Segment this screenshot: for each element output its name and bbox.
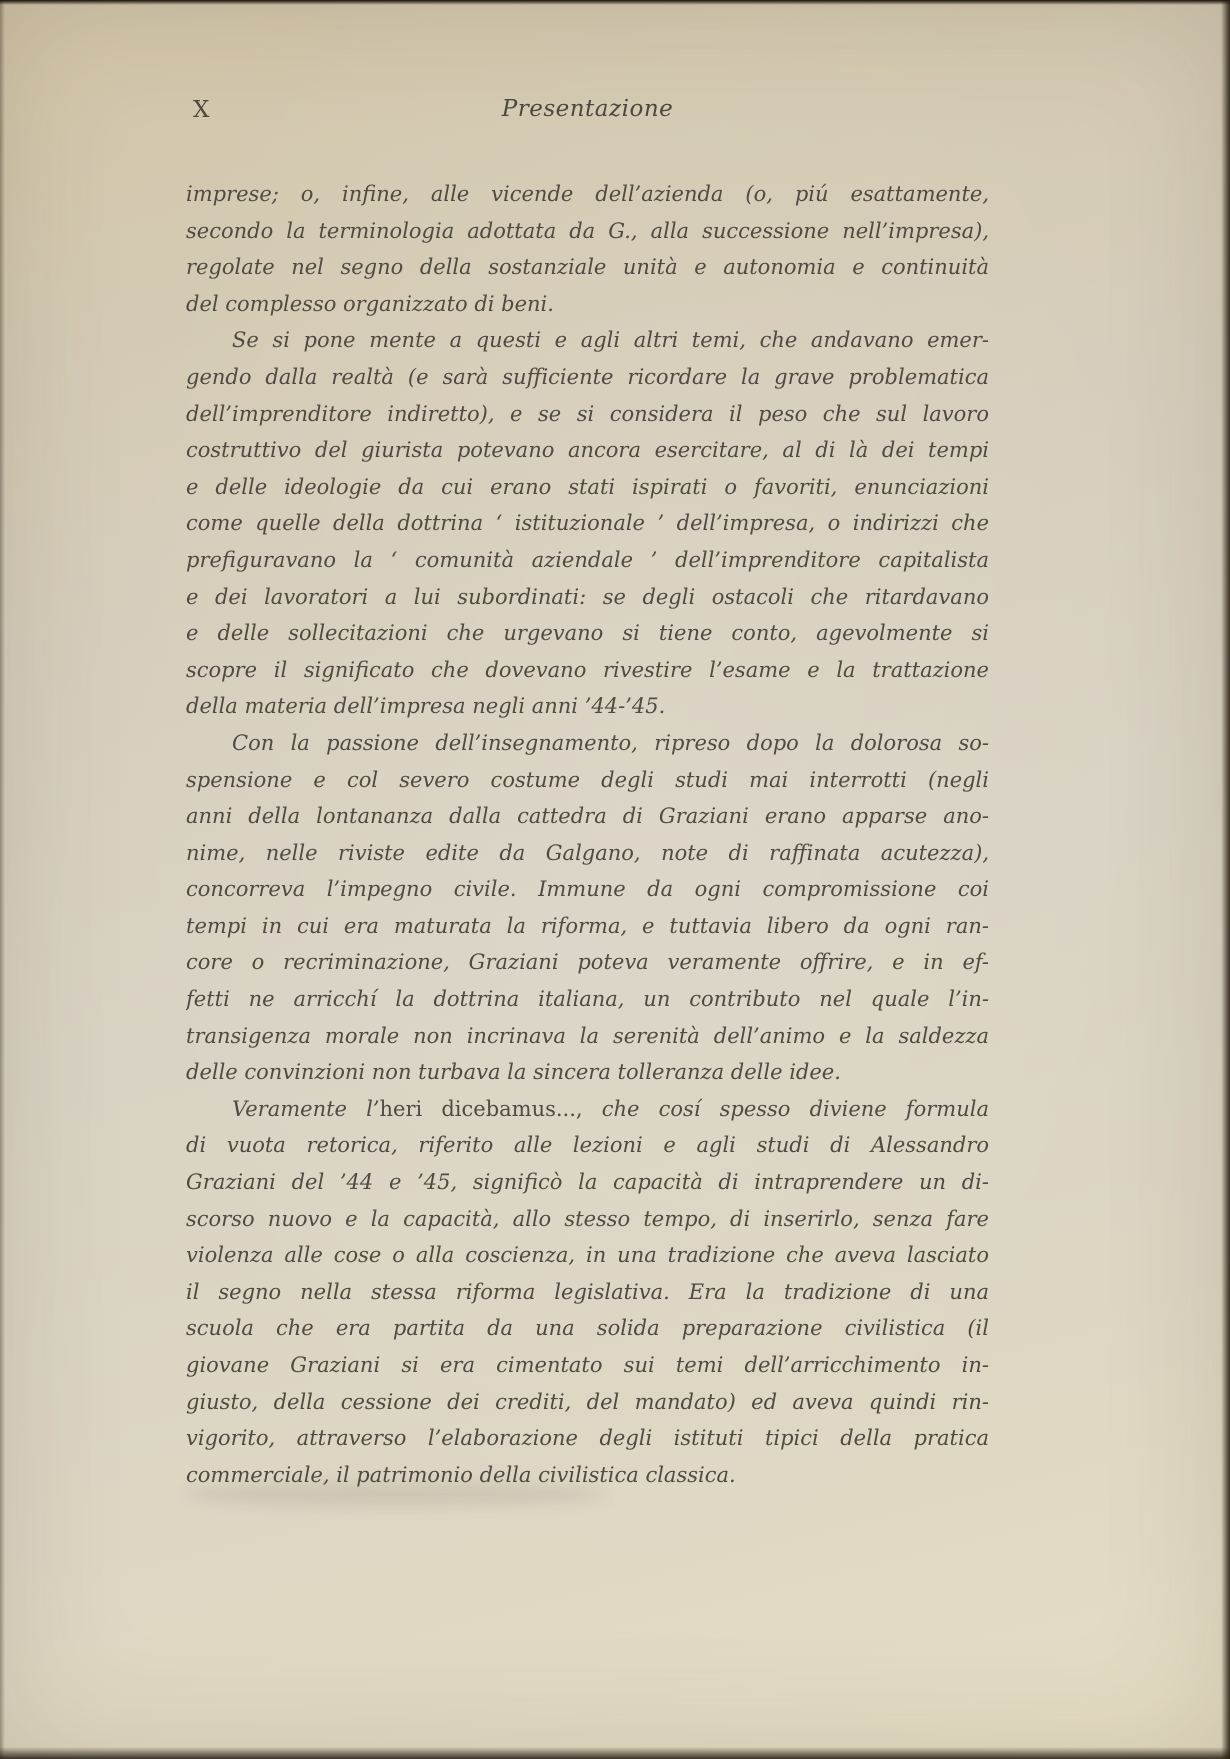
text-line: Graziani del ’44 e ’45, significò la capacità di intraprendere un di- [186,1170,989,1195]
text-line: gendo dalla realtà (e sarà sufficiente ricordare la grave problematica [186,364,989,389]
paragraph [186,1091,989,1494]
text-line: concorreva l’impegno civile. Immune da ogni compromissione coi [186,877,989,902]
text-line: il segno nella stessa riforma legislativa. Era la tradizione di una [186,1279,989,1304]
text-line: scuola che era partita da una solida preparazione civilistica (il [186,1316,989,1341]
text-line: anni della lontananza dalla cattedra di Graziani erano apparse ano- [186,804,989,829]
text-line: e delle ideologie da cui erano stati ispirati o favoriti, enunciazioni [186,474,989,499]
text-line: transigenza morale non incrinava la serenità dell’animo e la saldezza [186,1023,989,1048]
text-line: e delle sollecitazioni che urgevano si tiene conto, agevolmente si [186,621,989,646]
text-line: come quelle della dottrina ‘ istituzionale ’ dell’impresa, o indirizzi che [186,511,989,536]
paragraph [186,176,989,322]
text-line: Con la passione dell’insegnamento, ripreso dopo la dolorosa so- [232,730,989,755]
text-line: commerciale, il patrimonio della civilistica classica. [186,1462,736,1487]
text-line: dell’imprenditore indiretto), e se si considera il peso che sul lavoro [186,401,989,426]
text-line: regolate nel segno della sostanziale unità e autonomia e continuità [186,255,989,280]
page-content [186,96,989,1493]
paragraph [186,725,989,1091]
text-line: e dei lavoratori a lui subordinati: se degli ostacoli che ritardavano [186,584,989,609]
text-line: secondo la terminologia adottata da G., alla successione nell’impresa), [186,218,989,243]
text-line: Se si pone mente a questi e agli altri temi, che andavano emer- [232,328,989,353]
roman-segment: heri dicebamus..., [379,1096,583,1121]
body-text [186,176,989,1493]
italic-segment: che cosí spesso diviene formula [582,1096,989,1121]
text-line: nime, nelle riviste edite da Galgano, note di raffinata acutezza), [186,840,989,865]
text-line: core o recriminazione, Graziani poteva veramente offrire, e in ef- [186,950,989,975]
photo-edge-top [0,0,1230,5]
text-line [186,1091,989,1128]
running-header [186,96,989,126]
italic-segment: Veramente l’ [232,1096,380,1121]
text-line: giovane Graziani si era cimentato sui temi dell’arricchimento in- [186,1353,989,1377]
text-line: costruttivo del giurista potevano ancora esercitare, al di là dei tempi [186,438,989,463]
text-line: scorso nuovo e la capacità, allo stesso tempo, di inserirlo, senza fare [186,1206,989,1231]
text-line: delle convinzioni non turbava la sincera tolleranza delle idee. [186,1060,841,1085]
text-line: del complesso organizzato di beni. [186,291,554,316]
text-line: di vuota retorica, riferito alle lezioni e agli studi di Alessandro [186,1133,989,1158]
text-line: tempi in cui era maturata la riforma, e tuttavia libero da ogni ran- [186,913,989,938]
paragraph [186,322,989,725]
photo-edge-bottom [0,1747,1230,1759]
page-number: X [193,97,211,123]
text-line: giusto, della cessione dei crediti, del mandato) ed aveva quindi rin- [186,1389,989,1414]
photo-edge-left [0,0,5,1759]
text-line: vigorito, attraverso l’elaborazione degli istituti tipici della pratica [186,1426,989,1451]
text-line: della materia dell’impresa negli anni ’44-’45. [186,694,666,719]
text-line: imprese; o, infine, alle vicende dell’azienda (o, piú esattamente, [186,182,989,206]
page-title: Presentazione [501,96,674,122]
text-line: spensione e col severo costume degli studi mai interrotti (negli [186,767,989,792]
text-line: prefiguravano la ‘ comunità aziendale ’ dell’imprenditore capitalista [186,547,989,572]
photo-edge-right [1221,0,1230,1759]
text-line: scopre il significato che dovevano rivestire l’esame e la trattazione [186,657,989,682]
text-line: fetti ne arricchí la dottrina italiana, un contributo nel quale l’in- [186,987,989,1012]
text-line: violenza alle cose o alla coscienza, in una tradizione che aveva lasciato [186,1243,989,1268]
